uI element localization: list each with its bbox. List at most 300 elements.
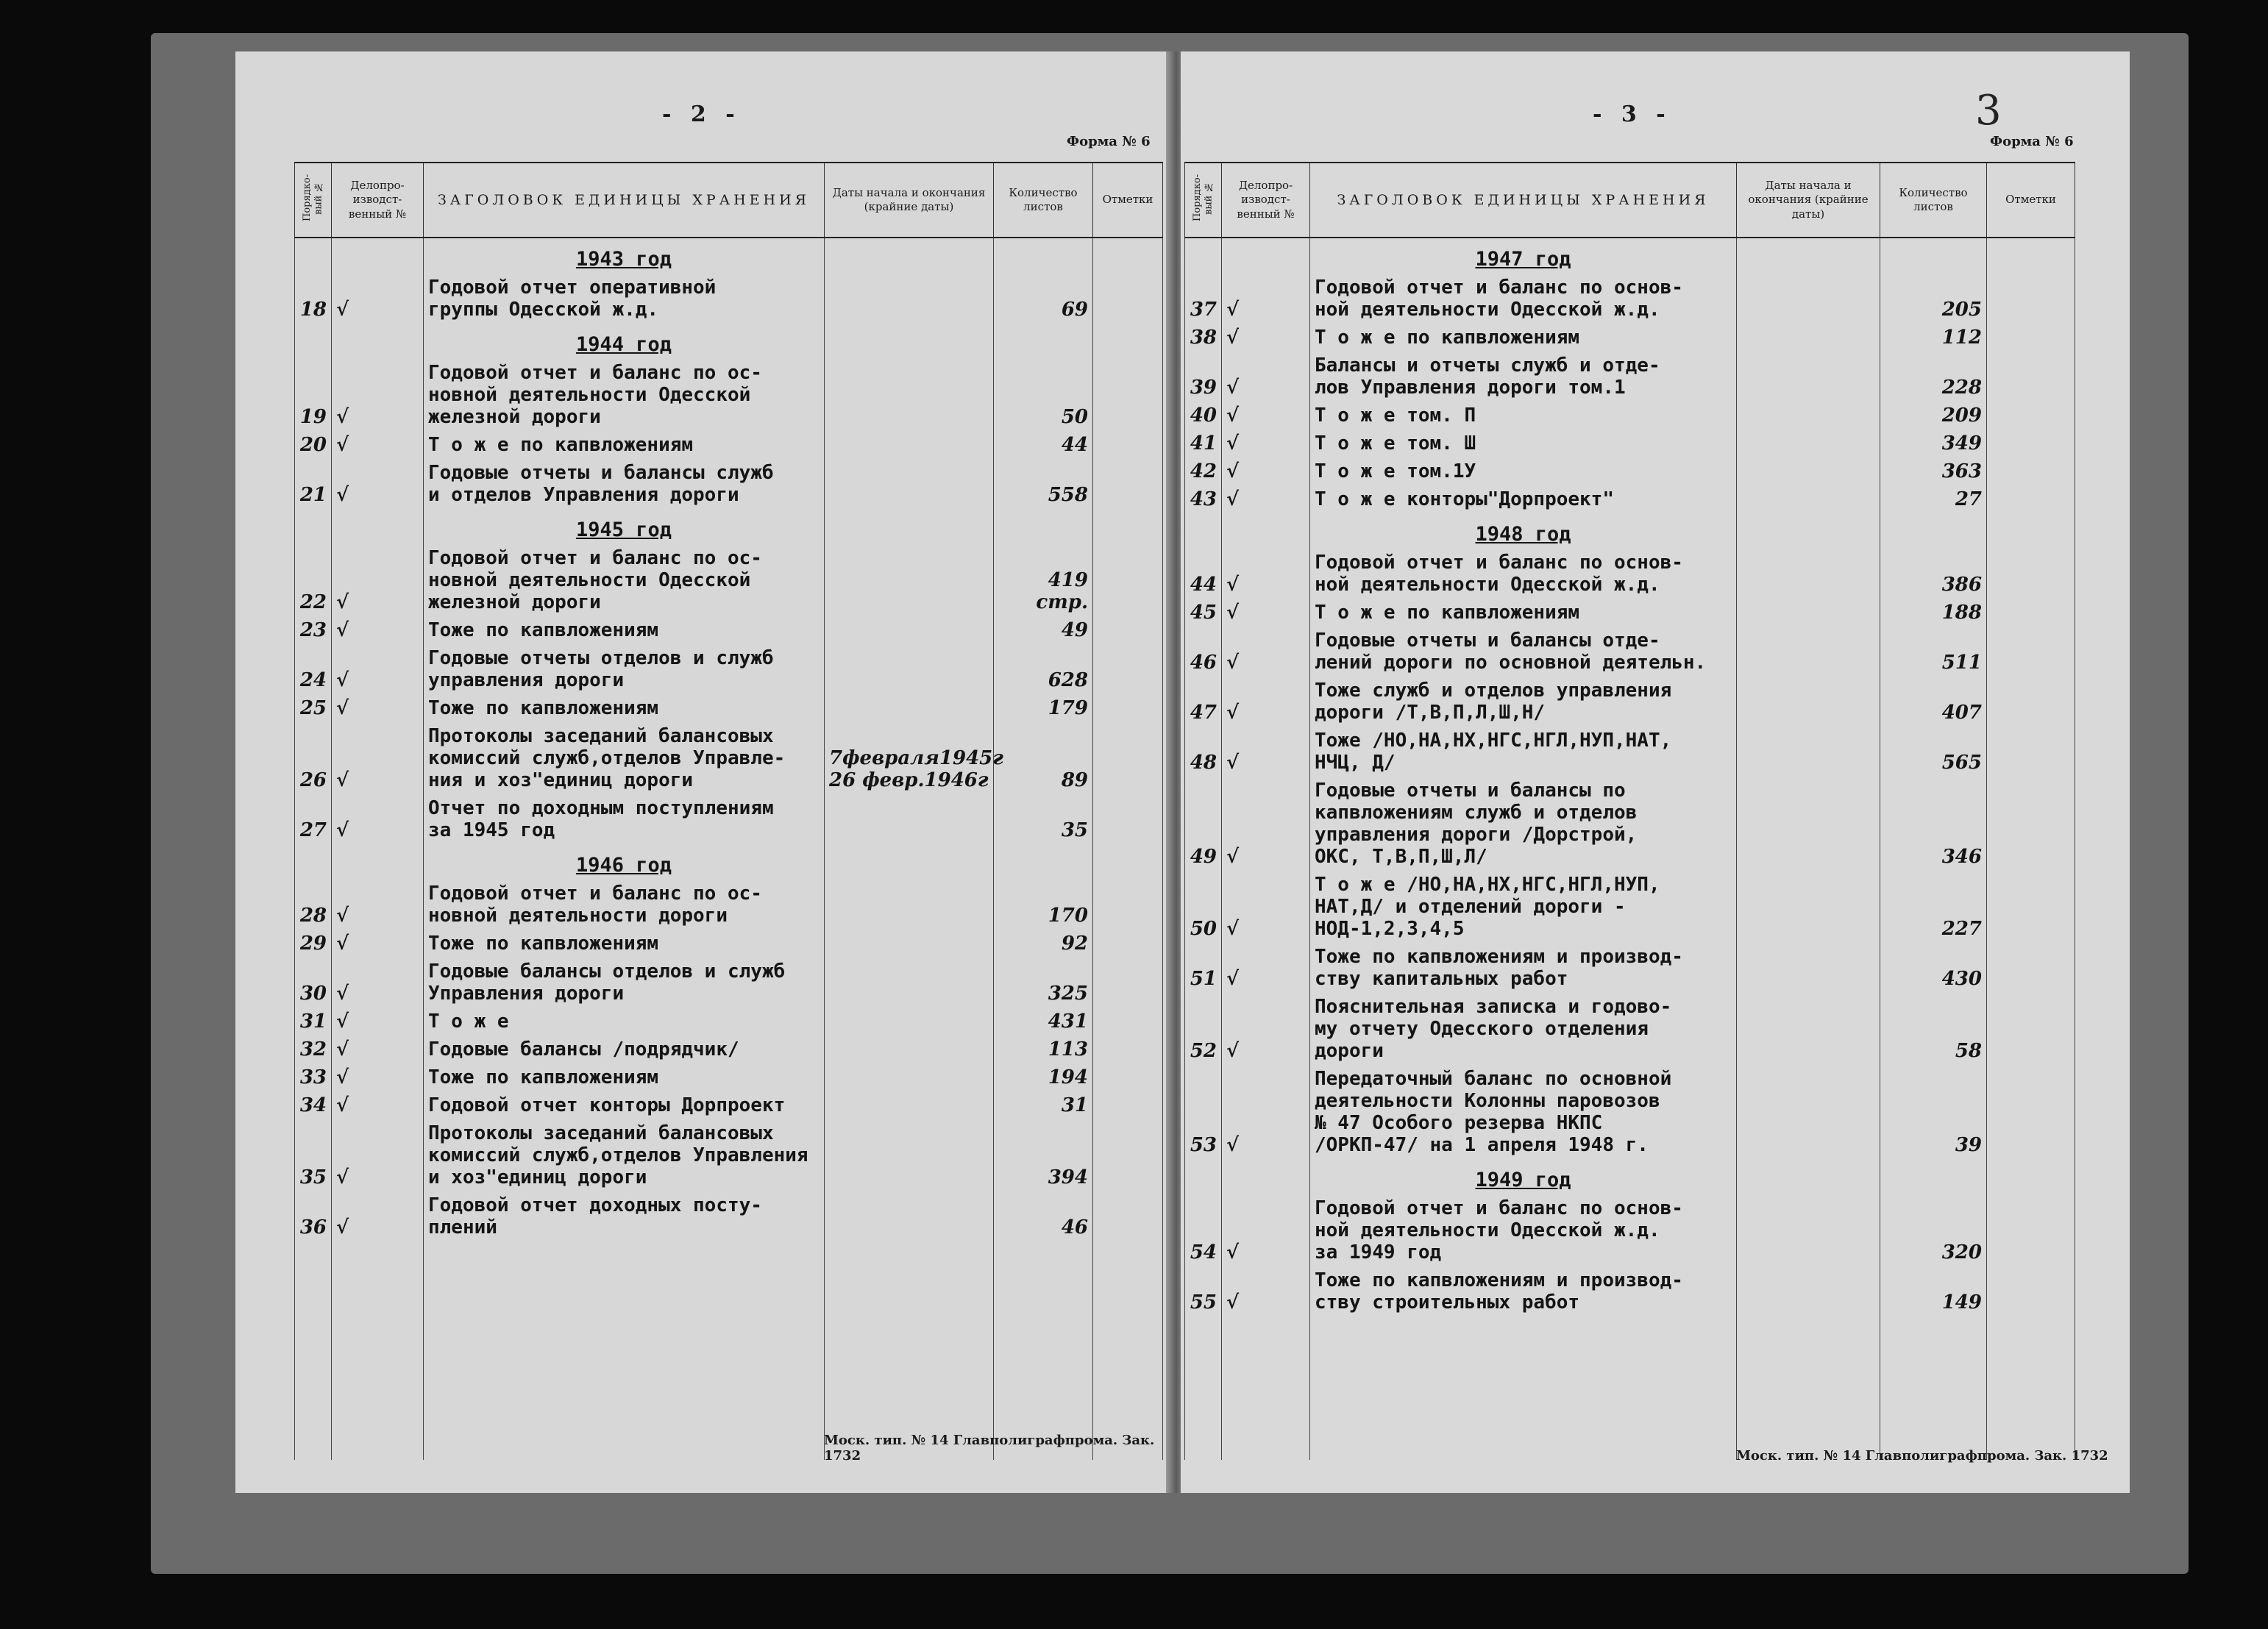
notes-cell (1093, 1119, 1163, 1191)
unit-dates (825, 1119, 994, 1191)
unit-title: Годовой отчет и баланс по ос- новной деятельности Одесской железной дороги (424, 544, 825, 616)
handwritten-page-number: 3 (1975, 87, 2002, 135)
table-row (1185, 993, 2075, 1065)
sheet-count (1880, 238, 1987, 274)
unit-dates (825, 794, 994, 844)
unit-dates (1737, 943, 1880, 993)
notes-cell (1093, 509, 1163, 544)
notes-cell (1987, 943, 2075, 993)
check-mark: √ (332, 1035, 424, 1063)
table-row (1185, 943, 2075, 993)
check-mark: √ (332, 694, 424, 722)
row-number: 25 (295, 694, 332, 722)
table-row (1185, 485, 2075, 513)
notes-cell (1987, 727, 2075, 777)
table-row (295, 694, 1163, 722)
sheet-count: 188 (1880, 599, 1987, 627)
check-mark: √ (1222, 402, 1310, 429)
register-table (1184, 162, 2075, 1460)
empty-cell (1310, 1316, 1737, 1460)
unit-dates (825, 1191, 994, 1241)
table-row (1185, 1266, 2075, 1316)
unit-dates (1737, 777, 1880, 871)
notes-cell (1093, 1091, 1163, 1119)
check-mark: √ (1222, 274, 1310, 324)
notes-cell (1093, 431, 1163, 459)
notes-cell (1987, 402, 2075, 429)
header-office-no: Делопро-изводст-венный № (332, 163, 424, 238)
table-row (1185, 457, 2075, 485)
sheet-count: 27 (1880, 485, 1987, 513)
unit-title: Тоже по капвложениям (424, 616, 825, 644)
sheet-count: 320 (1880, 1194, 1987, 1266)
row-number: 46 (1185, 627, 1222, 677)
check-mark: √ (1222, 993, 1310, 1065)
unit-title: Т о ж е том. П (1310, 402, 1737, 429)
unit-title: Годовые отчеты отделов и служб управления дороги (424, 644, 825, 694)
year-heading-row (295, 324, 1163, 359)
unit-title: Годовой отчет конторы Дорпроект (424, 1091, 825, 1119)
unit-title: Годовые отчеты и балансы служб и отделов Управления дороги (424, 459, 825, 509)
unit-dates (825, 930, 994, 958)
check-mark: √ (332, 794, 424, 844)
check-mark: √ (332, 1191, 424, 1241)
check-mark: √ (332, 1063, 424, 1091)
unit-title: Годовые балансы /подрядчик/ (424, 1035, 825, 1063)
check-mark: √ (1222, 352, 1310, 402)
unit-title: Т о ж е том. Ш (1310, 429, 1737, 457)
row-number: 31 (295, 1008, 332, 1035)
sheet-count: 58 (1880, 993, 1987, 1065)
table-row (295, 274, 1163, 324)
header-title: ЗАГОЛОВОК ЕДИНИЦЫ ХРАНЕНИЯ (1310, 163, 1737, 238)
table-row (295, 1119, 1163, 1191)
unit-title: Тоже по капвложениям (424, 1063, 825, 1091)
unit-title: Годовой отчет и баланс по основ- ной деятельности Одесской ж.д. (1310, 549, 1737, 599)
form-label: Форма № 6 (1067, 134, 1151, 149)
unit-dates (825, 359, 994, 431)
row-number: 48 (1185, 727, 1222, 777)
unit-title: Годовой отчет и баланс по основ- ной деятельности Одесской ж.д. за 1949 год (1310, 1194, 1737, 1266)
check-mark: √ (1222, 1065, 1310, 1159)
notes-cell (1987, 429, 2075, 457)
unit-title: Передаточный баланс по основной деятельности Колонны паровозов № 47 Особого резерва НКПС /ОРКП-47/ на 1 апреля 1948 г. (1310, 1065, 1737, 1159)
table-row (1185, 677, 2075, 727)
unit-dates (1737, 485, 1880, 513)
unit-dates (1737, 993, 1880, 1065)
check-mark (1222, 238, 1310, 274)
check-mark (332, 509, 424, 544)
sheet-count (994, 844, 1093, 880)
check-mark: √ (332, 431, 424, 459)
header-order-no: Порядко-вый № (1185, 163, 1222, 238)
unit-title: Т о ж е по капвложениям (424, 431, 825, 459)
table-row (295, 1091, 1163, 1119)
unit-title: Т о ж е по капвложениям (1310, 599, 1737, 627)
unit-dates (825, 880, 994, 930)
row-number (1185, 513, 1222, 549)
unit-title: Годовые отчеты и балансы отде- лений дороги по основной деятельн. (1310, 627, 1737, 677)
unit-dates (1737, 1266, 1880, 1316)
notes-cell (1093, 844, 1163, 880)
notes-cell (1987, 1266, 2075, 1316)
printer-footer: Моск. тип. № 14 Главполиграфпрома. Зак. 1732 (824, 1433, 1155, 1464)
printer-footer: Моск. тип. № 14 Главполиграфпрома. Зак. 1732 (1736, 1448, 2108, 1464)
unit-dates (1737, 274, 1880, 324)
year-heading: 1943 год (424, 238, 825, 274)
row-number: 49 (1185, 777, 1222, 871)
unit-title: Протоколы заседаний балансовых комиссий служб,отделов Управления и хоз"единиц дороги (424, 1119, 825, 1191)
check-mark: √ (1222, 943, 1310, 993)
check-mark: √ (332, 880, 424, 930)
unit-dates: 7февраля1945г 26 февр.1946г (825, 722, 994, 794)
row-number: 23 (295, 616, 332, 644)
row-number: 38 (1185, 324, 1222, 352)
unit-dates (1737, 429, 1880, 457)
unit-dates (825, 616, 994, 644)
table-row (295, 794, 1163, 844)
notes-cell (1987, 274, 2075, 324)
row-number: 50 (1185, 871, 1222, 943)
table-row (1185, 429, 2075, 457)
year-heading: 1946 год (424, 844, 825, 880)
row-number (295, 324, 332, 359)
unit-dates (1737, 599, 1880, 627)
sheet-count (994, 238, 1093, 274)
table-row (1185, 871, 2075, 943)
header-title: ЗАГОЛОВОК ЕДИНИЦЫ ХРАНЕНИЯ (424, 163, 825, 238)
check-mark: √ (1222, 871, 1310, 943)
empty-cell (1093, 1241, 1163, 1460)
row-number: 19 (295, 359, 332, 431)
unit-dates (825, 1008, 994, 1035)
year-heading: 1947 год (1310, 238, 1737, 274)
unit-dates (1737, 352, 1880, 402)
row-number: 41 (1185, 429, 1222, 457)
notes-cell (1987, 1065, 2075, 1159)
sheet-count: 386 (1880, 549, 1987, 599)
header-notes: Отметки (1987, 163, 2075, 238)
sheet-count: 69 (994, 274, 1093, 324)
notes-cell (1987, 352, 2075, 402)
sheet-count: 346 (1880, 777, 1987, 871)
unit-title: Годовой отчет и баланс по ос- новной деятельности дороги (424, 880, 825, 930)
table-row (1185, 324, 2075, 352)
empty-cell (1880, 1316, 1987, 1460)
unit-dates (1737, 677, 1880, 727)
left-page (235, 51, 1170, 1493)
table-row (295, 958, 1163, 1008)
sheet-count: 349 (1880, 429, 1987, 457)
table-row (1185, 727, 2075, 777)
unit-title: Т о ж е /НО,НА,НХ,НГС,НГЛ,НУП, НАТ,Д/ и отделений дороги - НОД-1,2,3,4,5 (1310, 871, 1737, 943)
unit-title: Протоколы заседаний балансовых комиссий служб,отделов Управле- ния и хоз"единиц дороги (424, 722, 825, 794)
check-mark (332, 324, 424, 359)
sheet-count (1880, 1159, 1987, 1194)
year-heading-row (295, 238, 1163, 274)
notes-cell (1093, 958, 1163, 1008)
notes-cell (1987, 1194, 2075, 1266)
sheet-count: 407 (1880, 677, 1987, 727)
row-number (295, 844, 332, 880)
table-row (1185, 777, 2075, 871)
table-row (295, 880, 1163, 930)
notes-cell (1093, 1191, 1163, 1241)
notes-cell (1987, 599, 2075, 627)
unit-title: Тоже по капвложениям (424, 694, 825, 722)
unit-dates (825, 509, 994, 544)
sheet-count: 363 (1880, 457, 1987, 485)
unit-dates (825, 238, 994, 274)
empty-cell (1737, 1316, 1880, 1460)
unit-title: Тоже /НО,НА,НХ,НГС,НГЛ,НУП,НАТ, НЧЦ, Д/ (1310, 727, 1737, 777)
row-number: 27 (295, 794, 332, 844)
sheet-count: 565 (1880, 727, 1987, 777)
row-number (1185, 238, 1222, 274)
sheet-count: 511 (1880, 627, 1987, 677)
row-number: 53 (1185, 1065, 1222, 1159)
notes-cell (1093, 1035, 1163, 1063)
table-row (295, 722, 1163, 794)
unit-dates (1737, 627, 1880, 677)
sheet-count: 558 (994, 459, 1093, 509)
sheet-count: 89 (994, 722, 1093, 794)
empty-cell (1185, 1316, 1222, 1460)
unit-title: Т о ж е конторы"Дорпроект" (1310, 485, 1737, 513)
unit-dates (825, 958, 994, 1008)
notes-cell (1093, 694, 1163, 722)
unit-dates (1737, 727, 1880, 777)
table-row (295, 930, 1163, 958)
check-mark: √ (1222, 1266, 1310, 1316)
empty-cell (295, 1241, 332, 1460)
table-row (1185, 1065, 2075, 1159)
unit-dates (1737, 402, 1880, 429)
sheet-count: 39 (1880, 1065, 1987, 1159)
unit-title: Отчет по доходным поступлениям за 1945 год (424, 794, 825, 844)
check-mark: √ (332, 644, 424, 694)
row-number: 47 (1185, 677, 1222, 727)
unit-dates (1737, 324, 1880, 352)
notes-cell (1093, 274, 1163, 324)
notes-cell (1093, 459, 1163, 509)
unit-dates (825, 431, 994, 459)
unit-dates (825, 844, 994, 880)
table-row (1185, 599, 2075, 627)
table-row (295, 544, 1163, 616)
row-number: 54 (1185, 1194, 1222, 1266)
table-row (295, 1063, 1163, 1091)
sheet-count: 50 (994, 359, 1093, 431)
sheet-count: 179 (994, 694, 1093, 722)
table-row (295, 644, 1163, 694)
notes-cell (1093, 544, 1163, 616)
unit-dates (1737, 238, 1880, 274)
sheet-count: 46 (994, 1191, 1093, 1241)
sheet-count: 205 (1880, 274, 1987, 324)
check-mark: √ (332, 722, 424, 794)
check-mark: √ (1222, 549, 1310, 599)
unit-dates (1737, 513, 1880, 549)
unit-title: Годовой отчет доходных посту- плений (424, 1191, 825, 1241)
sheet-count: 430 (1880, 943, 1987, 993)
sheet-count: 325 (994, 958, 1093, 1008)
notes-cell (1093, 616, 1163, 644)
year-heading: 1944 год (424, 324, 825, 359)
header-notes: Отметки (1093, 163, 1163, 238)
unit-dates (1737, 549, 1880, 599)
unit-dates (825, 544, 994, 616)
page-number: - 2 - (662, 101, 741, 127)
unit-dates (825, 1035, 994, 1063)
form-label: Форма № 6 (1990, 134, 2074, 149)
notes-cell (1093, 880, 1163, 930)
sheet-count: 228 (1880, 352, 1987, 402)
header-count: Количество листов (994, 163, 1093, 238)
notes-cell (1987, 1159, 2075, 1194)
sheet-count: 419 стр. (994, 544, 1093, 616)
notes-cell (1093, 1063, 1163, 1091)
notes-cell (1987, 871, 2075, 943)
notes-cell (1093, 794, 1163, 844)
sheet-count: 31 (994, 1091, 1093, 1119)
table-row (295, 359, 1163, 431)
notes-cell (1987, 513, 2075, 549)
row-number: 21 (295, 459, 332, 509)
sheet-count: 35 (994, 794, 1093, 844)
check-mark: √ (1222, 627, 1310, 677)
row-number: 44 (1185, 549, 1222, 599)
unit-title: Балансы и отчеты служб и отде- лов Управления дороги том.1 (1310, 352, 1737, 402)
check-mark: √ (332, 958, 424, 1008)
row-number: 29 (295, 930, 332, 958)
unit-dates (825, 274, 994, 324)
row-number: 26 (295, 722, 332, 794)
check-mark (1222, 513, 1310, 549)
year-heading-row (1185, 1159, 2075, 1194)
unit-dates (1737, 1159, 1880, 1194)
empty-cell (332, 1241, 424, 1460)
header-dates: Даты начала и окончания (крайние даты) (825, 163, 994, 238)
notes-cell (1987, 627, 2075, 677)
table-row (1185, 1194, 2075, 1266)
unit-title: Тоже по капвложениям и производ- ству строительных работ (1310, 1266, 1737, 1316)
check-mark: √ (1222, 324, 1310, 352)
notes-cell (1987, 777, 2075, 871)
check-mark: √ (332, 1091, 424, 1119)
year-heading: 1948 год (1310, 513, 1737, 549)
row-number: 33 (295, 1063, 332, 1091)
unit-title: Годовые отчеты и балансы по капвложениям служб и отделов управления дороги /Дорстрой, ОКС, Т,В,П,Ш,Л/ (1310, 777, 1737, 871)
row-number: 18 (295, 274, 332, 324)
notes-cell (1093, 324, 1163, 359)
page-number: - 3 - (1593, 101, 1671, 127)
empty-cell (825, 1241, 994, 1460)
year-heading-row (1185, 513, 2075, 549)
table-row (1185, 549, 2075, 599)
row-number: 24 (295, 644, 332, 694)
sheet-count: 113 (994, 1035, 1093, 1063)
row-number: 37 (1185, 274, 1222, 324)
check-mark: √ (1222, 599, 1310, 627)
notes-cell (1987, 993, 2075, 1065)
year-heading-row (1185, 238, 2075, 274)
check-mark: √ (1222, 727, 1310, 777)
check-mark: √ (1222, 429, 1310, 457)
sheet-count: 628 (994, 644, 1093, 694)
row-number: 43 (1185, 485, 1222, 513)
row-number (1185, 1159, 1222, 1194)
row-number: 55 (1185, 1266, 1222, 1316)
row-number: 30 (295, 958, 332, 1008)
row-number: 40 (1185, 402, 1222, 429)
sheet-count: 394 (994, 1119, 1093, 1191)
row-number: 34 (295, 1091, 332, 1119)
row-number (295, 238, 332, 274)
row-number (295, 509, 332, 544)
year-heading: 1945 год (424, 509, 825, 544)
check-mark: √ (1222, 457, 1310, 485)
unit-title: Годовой отчет и баланс по ос- новной деятельности Одесской железной дороги (424, 359, 825, 431)
row-number: 20 (295, 431, 332, 459)
check-mark: √ (1222, 777, 1310, 871)
row-number: 52 (1185, 993, 1222, 1065)
unit-title: Годовой отчет и баланс по основ- ной деятельности Одесской ж.д. (1310, 274, 1737, 324)
check-mark: √ (332, 1119, 424, 1191)
sheet-count: 194 (994, 1063, 1093, 1091)
filler-row (1185, 1316, 2075, 1460)
sheet-count: 227 (1880, 871, 1987, 943)
check-mark: √ (332, 1008, 424, 1035)
unit-title: Т о ж е том.1У (1310, 457, 1737, 485)
sheet-count: 209 (1880, 402, 1987, 429)
notes-cell (1987, 457, 2075, 485)
check-mark: √ (1222, 1194, 1310, 1266)
filler-row (295, 1241, 1163, 1460)
unit-dates (825, 694, 994, 722)
unit-dates (1737, 1194, 1880, 1266)
unit-dates (825, 644, 994, 694)
unit-title: Годовой отчет оперативной группы Одесской ж.д. (424, 274, 825, 324)
table-row (295, 431, 1163, 459)
notes-cell (1987, 238, 2075, 274)
table-row (1185, 402, 2075, 429)
check-mark (1222, 1159, 1310, 1194)
table-row (295, 1191, 1163, 1241)
check-mark: √ (332, 544, 424, 616)
sheet-count: 92 (994, 930, 1093, 958)
sheet-count (994, 324, 1093, 359)
right-page (1181, 51, 2130, 1493)
empty-cell (424, 1241, 825, 1460)
check-mark: √ (332, 274, 424, 324)
unit-dates (825, 459, 994, 509)
row-number: 45 (1185, 599, 1222, 627)
check-mark: √ (332, 359, 424, 431)
year-heading: 1949 год (1310, 1159, 1737, 1194)
unit-dates (825, 324, 994, 359)
empty-cell (994, 1241, 1093, 1460)
check-mark: √ (332, 459, 424, 509)
row-number: 28 (295, 880, 332, 930)
notes-cell (1093, 930, 1163, 958)
check-mark (332, 844, 424, 880)
sheet-count: 44 (994, 431, 1093, 459)
check-mark (332, 238, 424, 274)
sheet-count: 112 (1880, 324, 1987, 352)
row-number: 32 (295, 1035, 332, 1063)
sheet-count: 49 (994, 616, 1093, 644)
